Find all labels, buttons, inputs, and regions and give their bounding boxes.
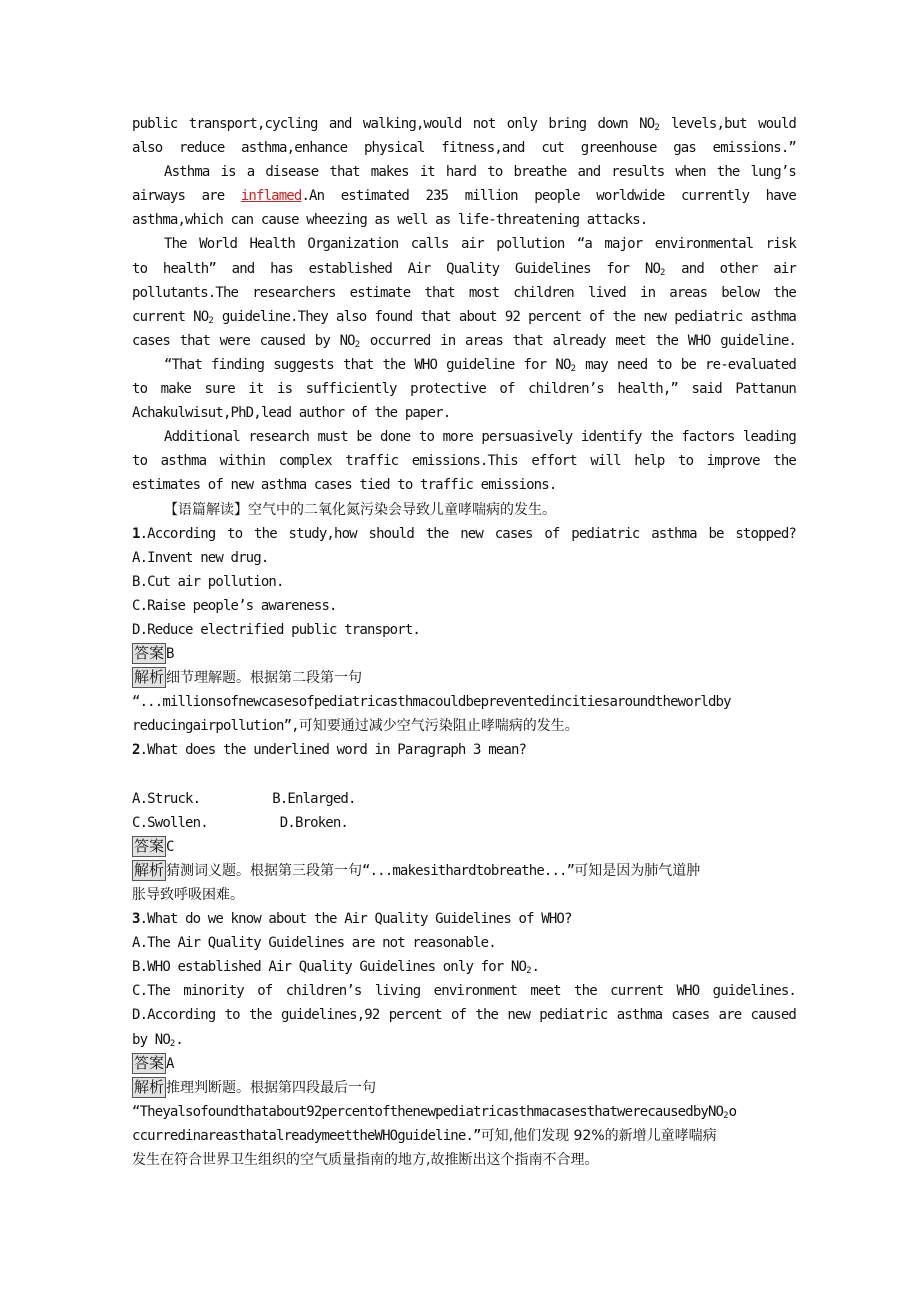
- text-line: [132, 353, 796, 377]
- text-segment: 【语篇解读】空气中的二氧化氮污染会导致儿童哮喘病的发生。: [164, 501, 556, 518]
- subscript: 2: [660, 267, 666, 278]
- text-line: [132, 955, 796, 979]
- text-line: [132, 425, 796, 449]
- text-line: [132, 570, 796, 594]
- text-segment: asthma,which can cause wheezing as well as life-threatening attacks.: [132, 212, 648, 229]
- question-number: 1: [132, 525, 140, 542]
- text-segment: to health” and has established Air Quality Guidelines for NO: [132, 260, 661, 277]
- text-segment: cases that were caused by NO: [132, 332, 355, 349]
- text-line: [132, 160, 796, 184]
- text-segment: A: [166, 1055, 174, 1072]
- answer-tag: 答案: [134, 836, 165, 855]
- text-segment: .What does the underlined word in Paragraph 3 mean?: [139, 742, 527, 759]
- document-body: [132, 112, 796, 1172]
- text-line: [132, 690, 796, 714]
- text-segment: A.Invent new drug.: [132, 549, 269, 566]
- text-segment: C: [166, 838, 174, 855]
- text-line: [132, 232, 796, 256]
- text-segment: B.WHO established Air Quality Guidelines only for NO: [132, 959, 527, 976]
- answer-tag: 解析: [134, 668, 165, 687]
- text-segment: and other air: [665, 260, 796, 277]
- text-line: [132, 714, 796, 738]
- text-segment: “...millionsofnewcasesofpediatricasthmacouldbepreventedincitiesaroundtheworldby: [132, 694, 731, 711]
- text-line: [132, 811, 796, 835]
- text-line: [132, 473, 796, 497]
- text-segment: “That finding suggests that the WHO guideline for NO: [164, 356, 571, 373]
- text-segment: The World Health Organization calls air pollution “a major environmental risk: [164, 236, 796, 253]
- subscript: 2: [723, 1110, 729, 1121]
- text-line: [132, 522, 796, 546]
- text-segment: A.The Air Quality Guidelines are not reasonable.: [132, 935, 496, 952]
- text-line: [132, 281, 796, 305]
- text-line: [132, 1100, 796, 1124]
- text-segment: D.Broken.: [279, 814, 349, 831]
- text-line: [132, 979, 796, 1003]
- subscript: 2: [570, 363, 576, 374]
- underlined-word: inflamed: [240, 188, 302, 205]
- text-segment: .An estimated 235 million people worldwide currently have: [301, 188, 796, 205]
- text-line: [132, 257, 796, 281]
- text-segment: ccurredinareasthatalreadymeettheWHOguideline.”: [132, 1127, 481, 1144]
- text-segment: 胀导致呼吸困难。: [132, 887, 244, 903]
- subscript: 2: [169, 1038, 176, 1049]
- text-segment: 推理判断题。根据第四段最后一句: [166, 1079, 377, 1096]
- text-segment: 发生在符合世界卫生组织的空气质量指南的地方,故推断出这个指南不合理。: [132, 1152, 599, 1169]
- subscript: 2: [654, 123, 660, 133]
- text-segment: 细节理解题。根据第二段第一句: [166, 670, 363, 687]
- text-line: [132, 787, 796, 811]
- text-segment: 猜测词义题。根据第三段第一句: [166, 862, 363, 879]
- text-line: [132, 184, 796, 208]
- text-line: [132, 136, 796, 160]
- text-segment: Asthma is a disease that makes it hard to breathe and results when the lung’s: [164, 164, 796, 181]
- text-line: [132, 1124, 796, 1148]
- text-line: [132, 738, 796, 762]
- text-segment: by NO: [132, 1031, 170, 1048]
- text-line: [132, 208, 796, 232]
- text-segment: “Theyalsofoundthatabout92percentofthenewpediatricasthmacasesthatwerecausedbyNO: [132, 1103, 724, 1120]
- text-segment: .What do we know about the Air Quality Guidelines of WHO?: [139, 911, 572, 928]
- text-segment: estimates of new asthma cases tied to traffic emissions.: [132, 477, 557, 494]
- text-segment: reducingairpollution”,: [132, 718, 299, 735]
- text-segment: 可知是因为肺气道肿: [574, 862, 701, 879]
- text-line: [132, 1052, 796, 1076]
- text-segment: current NO: [132, 308, 209, 325]
- text-segment: D.According to the guidelines,92 percent of the new pediatric asthma cases are caused: [132, 1007, 796, 1024]
- text-segment: levels,but would: [659, 116, 796, 132]
- text-segment: public transport,cycling and walking,would not only bring down NO: [132, 116, 655, 132]
- answer-tag: 解析: [134, 860, 165, 879]
- answer-tag: 答案: [134, 1053, 165, 1072]
- text-line: [132, 112, 796, 136]
- text-segment: B: [166, 646, 174, 663]
- text-segment: B.Cut air pollution.: [132, 573, 284, 590]
- text-segment: o: [728, 1103, 737, 1120]
- text-segment: 可知要通过减少空气污染阻止哮喘病的发生。: [298, 718, 579, 735]
- text-segment: “...makesithardtobreathe...”: [362, 862, 575, 879]
- text-line: [132, 642, 796, 666]
- text-segment: A.Struck.: [132, 790, 201, 807]
- text-line: [132, 618, 796, 642]
- text-segment: occurred in areas that already meet the WHO guideline.: [360, 332, 796, 349]
- text-line: [132, 1028, 796, 1052]
- text-line: [132, 305, 796, 329]
- text-segment: airways are: [132, 188, 241, 205]
- text-segment: 可知,他们发现 92%的新增儿童哮喘病: [480, 1127, 717, 1144]
- text-line: [132, 329, 796, 353]
- text-segment: Achakulwisut,PhD,lead author of the paper.: [132, 405, 451, 422]
- text-segment: also reduce asthma,enhance physical fitness,and cut greenhouse gas emissions.”: [132, 140, 796, 157]
- text-segment: B.Enlarged.: [272, 790, 356, 807]
- text-segment: to asthma within complex traffic emissions.This effort will help to improve the: [132, 453, 796, 470]
- text-segment: C.Raise people’s awareness.: [132, 597, 337, 614]
- text-line: [132, 498, 796, 522]
- text-line: [132, 1003, 796, 1027]
- text-segment: may need to be re-evaluated: [576, 356, 796, 373]
- text-line: [132, 377, 796, 401]
- text-line: [132, 401, 796, 425]
- answer-tag: 解析: [134, 1077, 165, 1096]
- text-segment: to make sure it is sufficiently protective of children’s health,” said Pattanun: [132, 381, 796, 398]
- subscript: 2: [208, 315, 214, 326]
- text-segment: .: [531, 959, 540, 976]
- text-line: [132, 883, 796, 907]
- question-number: 2: [132, 742, 140, 759]
- text-segment: pollutants.The researchers estimate that most children lived in areas below the: [132, 284, 796, 301]
- text-line: [132, 859, 796, 883]
- question-number: 3: [132, 911, 140, 928]
- text-line: [132, 449, 796, 473]
- text-segment: .According to the study,how should the new cases of pediatric asthma be stopped?: [139, 525, 796, 542]
- text-segment: .: [175, 1031, 183, 1048]
- text-line: [132, 594, 796, 618]
- text-line: [132, 666, 796, 690]
- text-line: [132, 546, 796, 570]
- text-line: [132, 1148, 796, 1172]
- answer-tag: 答案: [134, 644, 165, 663]
- text-line: [132, 907, 796, 931]
- text-line: [132, 835, 796, 859]
- subscript: 2: [526, 966, 532, 977]
- text-segment: D.Reduce electrified public transport.: [132, 621, 420, 638]
- text-segment: C.The minority of children’s living environment meet the current WHO guidelines.: [132, 983, 796, 1000]
- text-line: [132, 931, 796, 955]
- text-segment: C.Swollen.: [132, 814, 208, 831]
- blank-line: [132, 763, 796, 787]
- text-segment: guideline.They also found that about 92 percent of the new pediatric asthma: [213, 308, 796, 325]
- text-segment: Additional research must be done to more persuasively identify the factors leading: [164, 429, 796, 446]
- subscript: 2: [354, 339, 361, 350]
- text-line: [132, 1076, 796, 1100]
